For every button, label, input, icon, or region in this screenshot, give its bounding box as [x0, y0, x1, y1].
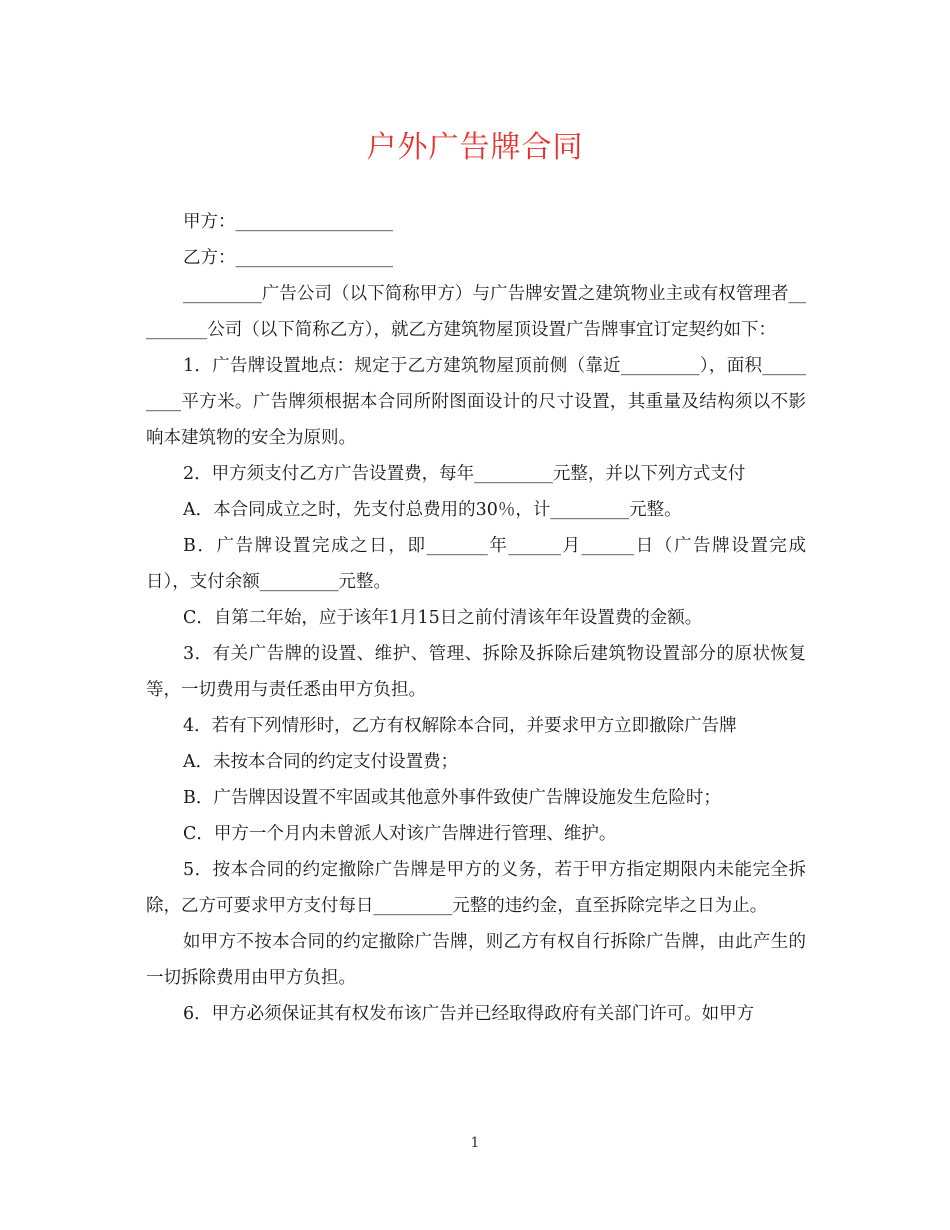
clause-4-item-a: A．未按本合同的约定支付设置费；	[183, 752, 459, 772]
clause-1: 1．广告牌设置地点：规定于乙方建筑物屋顶前侧（靠近_________），面积_________平方米。广告牌须根据本合同所附图面设计的尺寸设置，其重量及结构须以不影响本建筑物的安全为原则。	[146, 356, 806, 448]
clause-2-item-c: C．自第二年始，应于该年1月15日之前付清该年年设置费的金额。	[183, 608, 703, 628]
clause-2: 2．甲方须支付乙方广告设置费，每年_________元整，并以下列方式支付	[183, 464, 746, 484]
clause-5-continuation: 如甲方不按本合同的约定撤除广告牌，则乙方有权自行拆除广告牌，由此产生的一切拆除费用由甲方负担。	[146, 932, 806, 988]
clause-4-item-b: B．广告牌因设置不牢固或其他意外事件致使广告牌设施发生危险时；	[183, 788, 721, 808]
document-title: 户外广告牌合同	[366, 130, 584, 165]
clause-4: 4．若有下列情形时，乙方有权解除本合同，并要求甲方立即撤除广告牌	[183, 716, 737, 736]
clause-2-item-a: A．本合同成立之时，先支付总费用的30％，计_________元整。	[183, 500, 682, 520]
party-a-line: 甲方：__________________	[183, 212, 393, 232]
clause-3: 3．有关广告牌的设置、维护、管理、拆除及拆除后建筑物设置部分的原状恢复等，一切费用与责任悉由甲方负担。	[146, 644, 806, 700]
clause-6: 6．甲方必须保证其有权发布该广告并已经取得政府有关部门许可。如甲方	[183, 1004, 755, 1024]
preamble-paragraph: _________广告公司（以下简称甲方）与广告牌安置之建筑物业主或有权管理者_________公司（以下简称乙方），就乙方建筑物屋顶设置广告牌事宜订定契约如下：	[146, 284, 806, 340]
party-b-line: 乙方：__________________	[183, 248, 393, 268]
contract-body	[146, 204, 806, 1032]
page-number: 1	[470, 1135, 480, 1151]
clause-5: 5．按本合同的约定撤除广告牌是甲方的义务，若于甲方指定期限内未能完全拆除，乙方可要求甲方支付每日_________元整的违约金，直至拆除完毕之日为止。	[146, 860, 806, 916]
clause-4-item-c: C．甲方一个月内未曾派人对该广告牌进行管理、维护。	[183, 824, 617, 844]
clause-2-item-b: B．广告牌设置完成之日，即_______年______月______日（广告牌设置完成日），支付余额_________元整。	[146, 536, 806, 592]
